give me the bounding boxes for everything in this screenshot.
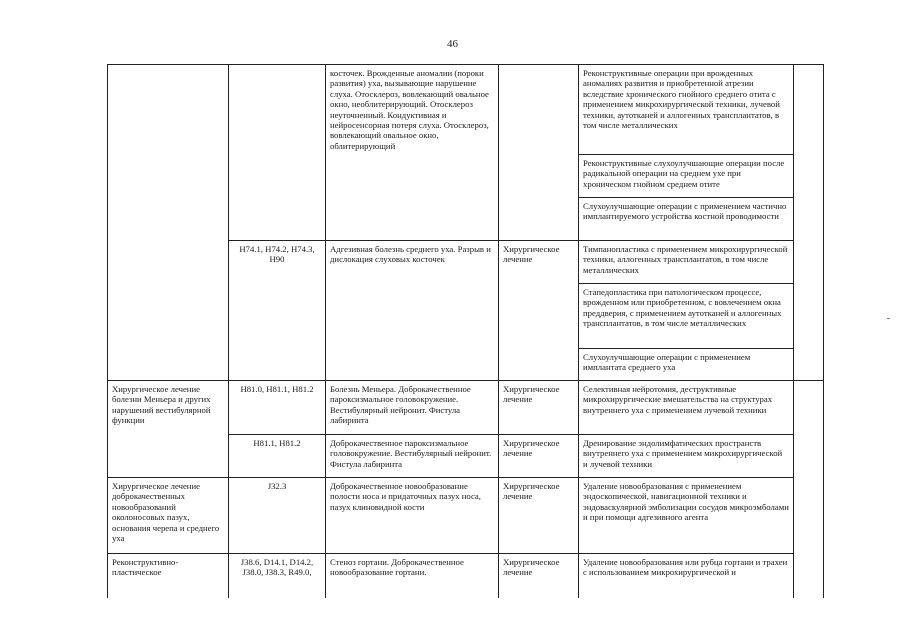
codes-cell: H81.0, H81.1, H81.2 <box>229 381 326 435</box>
condition-cell: Хирургическое лечение болезни Меньера и других нарушений вестибулярной функции <box>108 381 229 478</box>
diagnosis-cell: Доброкачественное новообразование полости носа и придаточных пазух носа, пазух клиновидной кости <box>326 478 499 554</box>
treatment-cell: Хирургическое лечение <box>499 241 579 381</box>
method-cell: Удаление новообразования или рубца гортани и трахеи с использованием микрохирургической и <box>579 554 794 602</box>
method-cell: Слухоулучшающие операции с применением имплантата среднего уха <box>579 349 794 381</box>
method-cell: Селективная нейротомия, деструктивные микрохирургические вмешательства на структурах внутреннего уха с применением лучевой техники <box>579 381 794 435</box>
method-cell: Реконструктивные операции при врожденных аномалиях развития и приобретенной атрезии вследствие хронического гнойного среднего отита с применением микрохирургической техники, лучевой техники, аутотканей и аллогенных трансплантатов, в том числе металлических <box>579 65 794 155</box>
diagnosis-cell: Болезнь Меньера. Доброкачественное пароксизмальное головокружение. Вестибулярный нейронит. Фистула лабиринта <box>326 381 499 435</box>
page-bottom-edge <box>0 598 905 640</box>
margin-mark <box>887 318 890 319</box>
table-row <box>108 478 824 554</box>
codes-cell <box>229 65 326 241</box>
diagnosis-cell: Стеноз гортани. Доброкачественное новообразование гортани. <box>326 554 499 602</box>
method-cell: Слухоулучшающие операции с применением частично имплантируемого устройства костной проводимости <box>579 198 794 241</box>
condition-cell: Хирургическое лечение доброкачественных новообразований околоносовых пазух, основания черепа и среднего уха <box>108 478 229 554</box>
treatment-cell <box>499 65 579 241</box>
codes-cell: J32.3 <box>229 478 326 554</box>
treatment-table <box>107 64 824 602</box>
treatment-cell: Хирургическое лечение <box>499 435 579 478</box>
codes-cell: H74.1, H74.2, H74.3, H90 <box>229 241 326 381</box>
treatment-cell: Хирургическое лечение <box>499 478 579 554</box>
codes-cell: J38.6, D14.1, D14.2, J38.0, J38.3, R49.0, <box>229 554 326 602</box>
codes-cell: H81.1, H81.2 <box>229 435 326 478</box>
method-cell: Дренирование эндолимфатических пространств внутреннего уха с применением микрохирургической и лучевой техники <box>579 435 794 478</box>
empty-column-cell <box>794 65 824 381</box>
table-row <box>108 65 824 155</box>
diagnosis-cell: Адгезивная болезнь среднего уха. Разрыв и дислокация слуховых косточек <box>326 241 499 381</box>
treatment-cell: Хирургическое лечение <box>499 554 579 602</box>
page-number: 46 <box>447 38 458 50</box>
diagnosis-cell: Доброкачественное пароксизмальное головокружение. Вестибулярный нейронит. Фистула лабиринта <box>326 435 499 478</box>
table-row <box>108 554 824 602</box>
condition-cell <box>108 65 229 381</box>
method-cell: Реконструктивные слухоулучшающие операции после радикальной операции на среднем ухе при хроническом гнойном среднем отите <box>579 155 794 198</box>
table-row <box>108 381 824 435</box>
empty-column-cell <box>794 381 824 602</box>
condition-cell: Реконструктивно-пластическое <box>108 554 229 602</box>
method-cell: Стапедопластика при патологическом процессе, врожденном или приобретенном, с вовлечением окна преддверия, с применением аутотканей и аллогенных трансплантатов, в том числе металлических <box>579 284 794 349</box>
method-cell: Тимпанопластика с применением микрохирургической техники, аллогенных трансплантатов, в том числе металлических <box>579 241 794 284</box>
diagnosis-cell: косточек. Врожденные аномалии (пороки развития) уха, вызывающие нарушение слуха. Отосклероз, вовлекающий овальное окно, необлитерирующий. Отосклероз неуточненный. Кондуктивная и нейросенсорная потеря слуха. Отосклероз, вовлекающий овальное окно, облитерирующий <box>326 65 499 241</box>
method-cell: Удаление новообразования с применением эндоскопической, навигационной техники и эндоваскулярной эмболизации сосудов микроэмболами и при помощи адгезивного агента <box>579 478 794 554</box>
treatment-cell: Хирургическое лечение <box>499 381 579 435</box>
